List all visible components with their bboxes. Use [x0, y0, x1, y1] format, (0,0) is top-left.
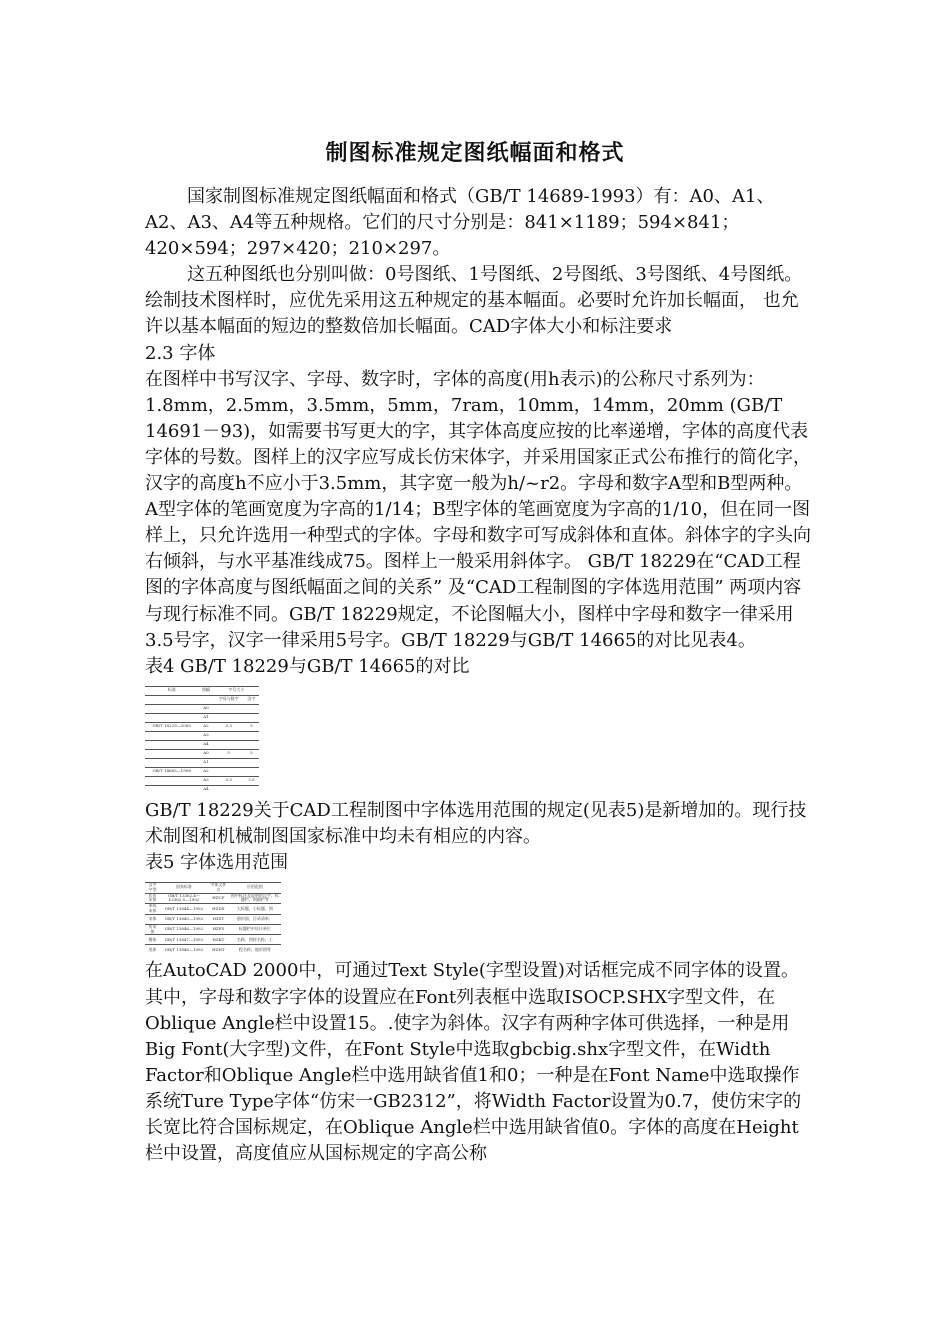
table-cell	[244, 785, 259, 794]
table-cell: 3.5	[244, 776, 259, 785]
table-row	[145, 686, 259, 695]
table-cell	[145, 731, 198, 740]
table-cell	[145, 785, 198, 794]
table-cell	[214, 785, 244, 794]
table-row	[145, 893, 281, 904]
table-row	[145, 740, 259, 749]
table-cell	[145, 740, 198, 749]
table-row	[145, 713, 259, 722]
table-row	[145, 776, 259, 785]
table-row	[145, 758, 259, 767]
table-cell	[145, 776, 198, 785]
table-cell: GB/T 14665—1998	[145, 767, 198, 776]
table-cell	[244, 704, 259, 713]
table-cell: A2	[198, 767, 213, 776]
table-cell: A0	[198, 749, 213, 758]
table-cell	[244, 731, 259, 740]
table-cell	[214, 731, 244, 740]
table-cell	[244, 767, 259, 776]
table-cell: 汉字	[244, 695, 259, 704]
paragraph-font-scope: GB/T 18229关于CAD工程制图中字体选用范围的规定(见表5)是新增加的。现行技术制图和机械制图国家标准中均未有相应的内容。	[145, 799, 807, 847]
table-cell	[214, 704, 244, 713]
table-cell: 5	[214, 749, 244, 758]
table-cell	[244, 713, 259, 722]
table-cell: A3	[198, 731, 213, 740]
table-cell	[214, 758, 244, 767]
table-cell: 标题栏中设计单位	[229, 924, 281, 935]
table-cell: A4	[198, 740, 213, 749]
paragraph-paper-names: 这五种图纸也分别叫做：0号图纸、1号图纸、2号图纸、3号图纸、4号图纸。绘制技术图样时，应优先采用这五种规定的基本幅面。必要时允许加长幅面， 也允许以基本幅面的短边的整数倍加长幅面。CAD字体大小和标注要求	[145, 264, 803, 338]
table-cell: 国家标准	[160, 883, 208, 894]
table-row	[145, 914, 281, 924]
table-cell	[214, 740, 244, 749]
table-cell: HZFS	[208, 924, 229, 935]
table-cell: 程名称、地形图等	[229, 945, 281, 955]
table-cell: HZCF	[208, 893, 229, 904]
table-cell: 长仿宋体	[145, 893, 160, 904]
table-cell: HZKT	[208, 935, 229, 945]
table-cell	[214, 713, 244, 722]
table4-caption: 表4 GB/T 18229与GB/T 14665的对比	[145, 655, 470, 677]
table-cell: A3	[198, 776, 213, 785]
table5-caption: 表5 字体选用范围	[145, 851, 289, 873]
table-cell: A0	[198, 704, 213, 713]
document-title: 制图标准规定图纸幅面和格式	[325, 141, 625, 166]
table-cell	[145, 695, 198, 704]
table-cell	[145, 713, 198, 722]
table-cell: 册封面、目录清单、	[229, 914, 281, 924]
table-row	[145, 785, 259, 794]
document-body	[145, 184, 813, 1167]
table-row	[145, 749, 259, 758]
table-cell	[244, 740, 259, 749]
table-row	[145, 695, 259, 704]
table-cell: A1	[198, 758, 213, 767]
section-heading-font: 2.3 字体	[145, 342, 216, 364]
table-cell	[145, 758, 198, 767]
table-cell: HZHT	[208, 945, 229, 955]
table-cell: GB/T 13362.4～13362.5—1992	[160, 893, 208, 904]
table-cell: 图幅	[198, 686, 213, 695]
table-cell: 标准	[145, 686, 198, 695]
paragraph-autocad-settings: 在AutoCAD 2000中，可通过Text Style(字型设置)对话框完成不同字体的设置。其中，字母和数字字体的设置应在Font列表框中选取ISOCP.SHX字型文件，在Oblique Angle栏中设置15。.使字为斜体。汉字有两种字体可供选择，一种是用Big Font(大字型)文件，在Font Style中选取gbcbig.shx字型文件，在Width Factor和Oblique Angle栏中选用缺省值1和0；一种是在Font Name中选取操作系统Ture Type字体“仿宋一GB2312”，将Width Factor设置为0.7，使仿宋字的长宽比符合国标规定，在Oblique Angle栏中选用缺省值0。字体的高度在Height栏中设置，高度值应从国标规定的字高公称	[145, 960, 802, 1165]
table-cell: GB/T 13847—1992	[160, 935, 208, 945]
table-row	[145, 924, 281, 935]
table-cell: 5	[244, 749, 259, 758]
table-cell: 名称、图样名称、工	[229, 935, 281, 945]
table-cell: A1	[198, 713, 213, 722]
table4-image	[145, 686, 259, 794]
table-cell: 应用范围	[229, 883, 281, 894]
table-cell: GB/T 18229—2000	[145, 722, 198, 731]
table-cell: GB/T 13848—1992	[160, 945, 208, 955]
table-cell: 楷体	[145, 935, 160, 945]
table-cell: 字体文件名	[208, 883, 229, 894]
table-cell: 5	[244, 722, 259, 731]
table-cell: 3.5	[214, 722, 244, 731]
table-cell: 单线宋体	[145, 904, 160, 915]
table-row	[145, 722, 259, 731]
table-cell: 图中标注及说明的汉字、标题栏、明细栏等	[229, 893, 281, 904]
table-row	[145, 904, 281, 915]
table-cell: GB/T 13846—1992	[160, 924, 208, 935]
table-cell: 3.5	[214, 776, 244, 785]
table-cell: 汉字字型	[145, 883, 160, 894]
table-cell	[214, 767, 244, 776]
table-row	[145, 704, 259, 713]
table-cell: 大标题、小标题、图	[229, 904, 281, 915]
table-cell: 字母与数字	[214, 695, 244, 704]
table-cell	[198, 695, 213, 704]
table-cell	[244, 758, 259, 767]
table-cell: GB/T 13844—1992	[160, 904, 208, 915]
paragraph-paper-sizes: 国家制图标准规定图纸幅面和格式（GB/T 14689-1993）有：A0、A1、A2、A3、A4等五种规格。它们的尺寸分别是：841×1189；594×841；420×594；297×420；210×297。	[145, 186, 775, 260]
table-cell: HZST	[208, 914, 229, 924]
table-cell: A4	[198, 785, 213, 794]
table-cell: 宋体	[145, 914, 160, 924]
table-cell	[145, 749, 198, 758]
table-row	[145, 945, 281, 955]
table-cell: GB/T 13845—1992	[160, 914, 208, 924]
table-cell: A2	[198, 722, 213, 731]
table-row	[145, 767, 259, 776]
table-row	[145, 935, 281, 945]
table-cell: 黑体	[145, 945, 160, 955]
table-cell: 字号大小	[214, 686, 259, 695]
table5-image	[145, 882, 281, 954]
table-cell	[145, 704, 198, 713]
table-cell: HZDX	[208, 904, 229, 915]
table-cell: 仿宋体	[145, 924, 160, 935]
paragraph-font-rules: 在图样中书写汉字、字母、数字时，字体的高度(用h表示)的公称尺寸系列为：1.8mm，2.5mm，3.5mm，5mm，7ram，10mm，14mm，20mm (GB/T 14691－93)，如需要书写更大的字，其字体高度应按的比率递增，字体的高度代表字体的号数。图样上的汉字应写成长仿宋体字，并采用国家正式公布推行的简化字，汉字的高度h不应小于3.5mm，其字宽一般为h/~r2。字母和数字A型和B型两种。A型字体的笔画宽度为字高的1/14；B型字体的笔画宽度为字高的1/10，但在同一图样上，只允许选用一种型式的字体。字母和数字可写成斜体和直体。斜体字的字头向右倾斜，与水平基准线成75。图样上一般采用斜体字。 GB/T 18229在“CAD工程图的字体高度与图纸幅面之间的关系” 及“CAD工程制图的字体选用范围” 两项内容与现行标准不同。GB/T 18229规定，不论图幅大小，图样中字母和数字一律采用3.5号字，汉字一律采用5号字。GB/T 18229与GB/T 14665的对比见表4。	[145, 368, 811, 651]
table-row	[145, 731, 259, 740]
table-row	[145, 883, 281, 894]
